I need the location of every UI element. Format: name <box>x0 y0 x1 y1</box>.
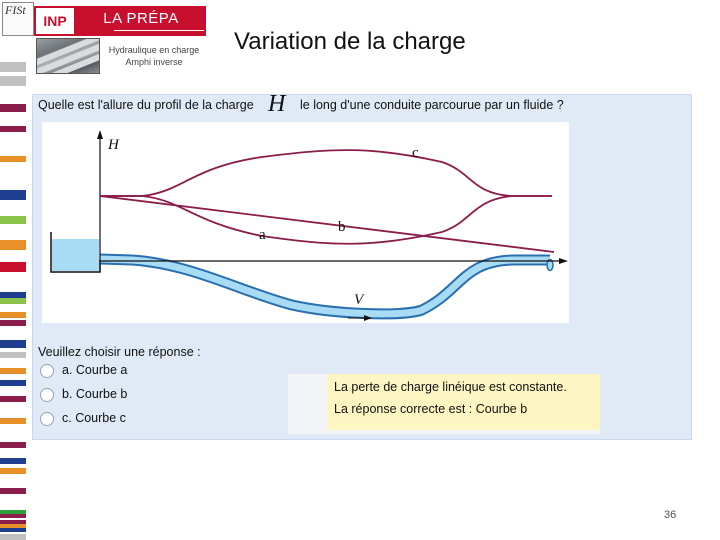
logo-brand-text: LA PRÉPA <box>103 10 179 27</box>
strip-band <box>0 468 26 474</box>
strip-band <box>0 216 26 224</box>
strip-band <box>0 442 26 448</box>
curve-a <box>100 196 552 244</box>
question-symbol-H: H <box>268 91 286 117</box>
strip-band <box>0 320 26 326</box>
course-subtitle: Amphi inverse <box>125 57 183 67</box>
option-a-radio[interactable] <box>40 364 54 378</box>
emblem-text: FISt <box>5 3 26 17</box>
h-axis-arrow <box>97 130 103 139</box>
question-text: Quelle est l'allure du profil de la charge <box>38 98 254 112</box>
velocity-label-V: V <box>354 292 364 308</box>
decorative-color-strip <box>0 0 26 540</box>
strip-band <box>0 458 26 464</box>
curve-label-c: c <box>412 145 419 161</box>
strip-band <box>0 340 26 348</box>
curve-label-b: b <box>338 219 346 235</box>
curve-c <box>100 150 552 196</box>
strip-band <box>0 104 26 112</box>
strip-band <box>0 368 26 374</box>
strip-band <box>0 126 26 132</box>
option-b-label[interactable]: b. Courbe b <box>62 387 128 401</box>
option-c-label[interactable]: c. Courbe c <box>62 411 126 425</box>
pipes-photo <box>36 38 100 74</box>
feedback-correct-answer: La réponse correcte est : Courbe b <box>334 402 528 416</box>
reservoir-water <box>52 239 99 271</box>
logo-inp-text: INP <box>36 8 74 34</box>
strip-band <box>0 380 26 386</box>
strip-band <box>0 418 26 424</box>
strip-band <box>0 190 26 200</box>
head-profile-figure <box>42 122 569 323</box>
strip-band <box>0 312 26 318</box>
strip-band <box>0 528 26 532</box>
head-profile-diagram <box>42 122 569 323</box>
course-title: Hydraulique en charge <box>108 45 200 55</box>
strip-band <box>0 156 26 162</box>
strip-band <box>0 298 26 304</box>
option-a-label[interactable]: a. Courbe a <box>62 363 128 377</box>
page-number: 36 <box>664 509 677 521</box>
strip-band <box>0 396 26 402</box>
inp-prepa-logo <box>34 6 206 36</box>
strip-band <box>0 352 26 358</box>
x-axis-arrow <box>559 258 568 264</box>
question-text-end: le long d'une conduite parcourue par un fluide ? <box>300 98 564 112</box>
strip-band <box>0 534 26 540</box>
option-c-radio[interactable] <box>40 412 54 426</box>
school-emblem-logo <box>2 2 34 36</box>
answer-prompt: Veuillez choisir une réponse : <box>38 345 201 359</box>
strip-band <box>0 62 26 72</box>
option-b-radio[interactable] <box>40 388 54 402</box>
course-caption <box>100 44 208 68</box>
logo-underline <box>114 30 204 31</box>
strip-band <box>0 76 26 86</box>
strip-band <box>0 514 26 518</box>
strip-band <box>0 488 26 494</box>
feedback-explanation: La perte de charge linéique est constante. <box>334 380 567 394</box>
strip-band <box>0 240 26 250</box>
slide-title: Variation de la charge <box>234 28 466 55</box>
axis-label-H: H <box>108 137 119 153</box>
curve-label-a: a <box>259 227 266 243</box>
strip-band <box>0 262 26 272</box>
